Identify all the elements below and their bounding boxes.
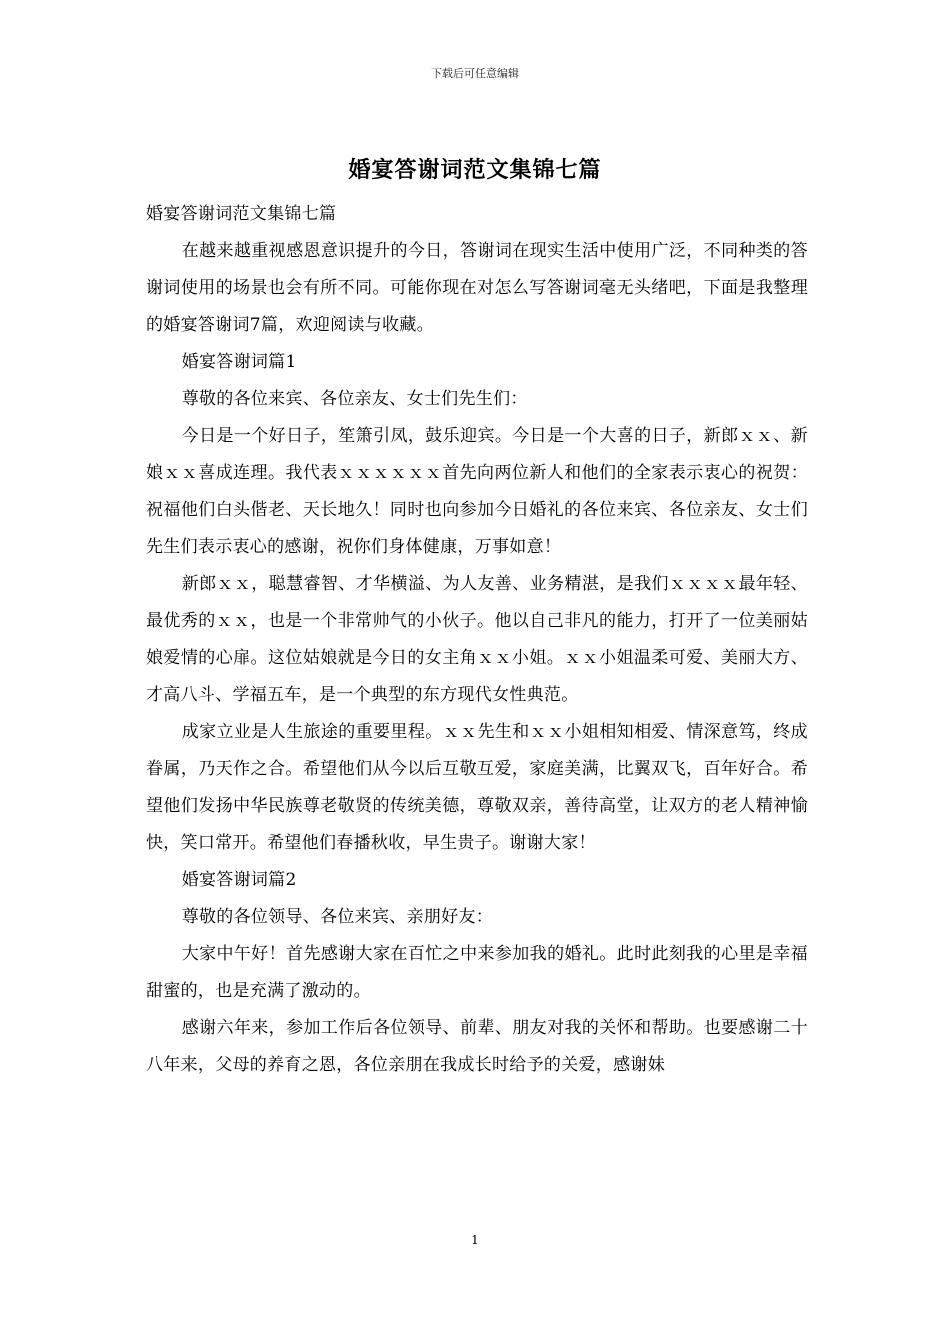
section-heading-1: 婚宴答谢词篇1 — [181, 352, 297, 372]
document-body — [146, 196, 808, 1084]
body-paragraph: 成家立业是人生旅途的重要里程。ｘｘ先生和ｘｘ小姐相知相爱、情深意笃，终成眷属，乃天作之合。希望他们从今以后互敬互爱，家庭美满，比翼双飞，百年好合。希望他们发扬中华民族尊老敬贤的传统美德，尊敬双亲，善待高堂，让双方的老人精神愉快，笑口常开。希望他们春播秋收，早生贵子。谢谢大家！ — [146, 722, 808, 853]
document-title: 婚宴答谢词范文集锦七篇 — [348, 157, 602, 183]
body-paragraph: 大家中午好！首先感谢大家在百忙之中来参加我的婚礼。此时此刻我的心里是幸福甜蜜的，也是充满了激动的。 — [146, 944, 808, 1001]
salutation-paragraph: 尊敬的各位来宾、各位亲友、女士们先生们： — [181, 389, 528, 409]
subtitle-paragraph: 婚宴答谢词范文集锦七篇 — [146, 204, 337, 224]
body-paragraph: 今日是一个好日子，笙箫引凤，鼓乐迎宾。今日是一个大喜的日子，新郎ｘｘ、新娘ｘｘ喜成连理。我代表ｘｘｘｘｘｘ首先向两位新人和他们的全家表示衷心的祝贺：祝福他们白头偕老、天长地久！同时也向参加今日婚礼的各位来宾、各位亲友、女士们先生们表示衷心的感谢，祝你们身体健康，万事如意！ — [146, 426, 808, 557]
salutation-paragraph: 尊敬的各位领导、各位来宾、亲朋好友： — [181, 907, 494, 927]
page-number: 1 — [471, 1233, 479, 1247]
body-paragraph: 新郎ｘｘ，聪慧睿智、才华横溢、为人友善、业务精湛，是我们ｘｘｘｘ最年轻、最优秀的ｘｘ，也是一个非常帅气的小伙子。他以自己非凡的能力，打开了一位美丽姑娘爱情的心扉。这位姑娘就是今日的女主角ｘｘ小姐。ｘｘ小姐温柔可爱、美丽大方、才高八斗、学福五车，是一个典型的东方现代女性典范。 — [146, 574, 808, 705]
section-heading-2: 婚宴答谢词篇2 — [181, 870, 297, 890]
page-header-note: 下载后可任意编辑 — [431, 67, 519, 80]
body-paragraph: 感谢六年来，参加工作后各位领导、前辈、朋友对我的关怀和帮助。也要感谢二十八年来，父母的养育之恩，各位亲朋在我成长时给予的关爱，感谢妹 — [146, 1018, 808, 1075]
intro-paragraph: 在越来越重视感恩意识提升的今日，答谢词在现实生活中使用广泛，不同种类的答谢词使用的场景也会有所不同。可能你现在对怎么写答谢词毫无头绪吧，下面是我整理的婚宴答谢词7篇，欢迎阅读与收藏。 — [146, 241, 808, 335]
